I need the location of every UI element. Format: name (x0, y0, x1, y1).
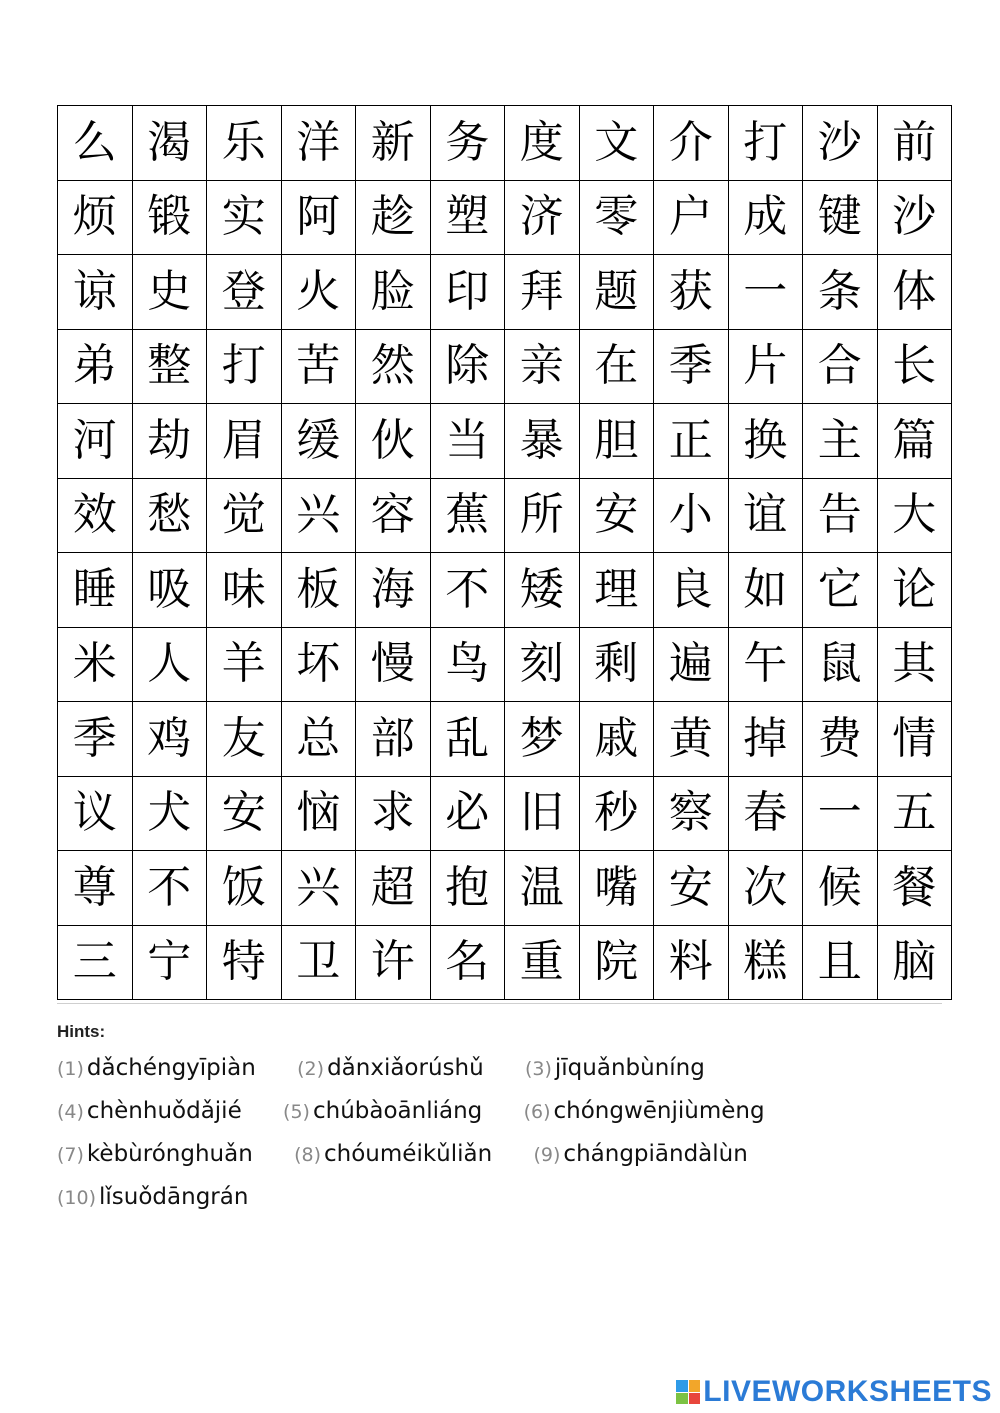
grid-cell[interactable]: 正 (654, 404, 729, 479)
grid-cell[interactable]: 新 (356, 106, 431, 181)
hints-list (57, 1047, 942, 1219)
grid-cell[interactable]: 睡 (58, 553, 133, 628)
grid-cell[interactable]: 打 (728, 106, 803, 181)
grid-cell[interactable]: 在 (579, 329, 654, 404)
hint-item (283, 1098, 482, 1124)
grid-cell[interactable]: 获 (654, 255, 729, 330)
grid-cell[interactable]: 鸡 (132, 702, 207, 777)
hint-number: (7) (57, 1144, 84, 1166)
grid-cell[interactable]: 餐 (877, 851, 952, 926)
grid-row (58, 553, 952, 628)
grid-cell[interactable]: 抱 (430, 851, 505, 926)
grid-row (58, 478, 952, 553)
grid-cell[interactable]: 料 (654, 925, 729, 1000)
grid-cell[interactable]: 超 (356, 851, 431, 926)
hint-pinyin: jīquǎnbùníng (554, 1055, 705, 1081)
hint-number: (8) (294, 1144, 322, 1166)
grid-cell[interactable]: 安 (579, 478, 654, 553)
hint-item (57, 1141, 253, 1167)
grid-cell[interactable]: 乐 (207, 106, 282, 181)
grid-cell[interactable]: 求 (356, 776, 431, 851)
grid-cell[interactable]: 劫 (132, 404, 207, 479)
grid-row (58, 627, 952, 702)
grid-cell[interactable]: 谊 (728, 478, 803, 553)
grid-cell[interactable]: 沙 (803, 106, 878, 181)
hint-pinyin: chènhuǒdǎjié (86, 1098, 242, 1124)
grid-cell[interactable]: 阿 (281, 180, 356, 255)
grid-cell[interactable]: 恼 (281, 776, 356, 851)
grid-cell[interactable]: 海 (356, 553, 431, 628)
grid-cell[interactable]: 乱 (430, 702, 505, 777)
grid-cell[interactable]: 键 (803, 180, 878, 255)
grid-cell[interactable]: 鸟 (430, 627, 505, 702)
grid-cell[interactable]: 户 (654, 180, 729, 255)
grid-cell[interactable]: 一 (803, 776, 878, 851)
grid-cell[interactable]: 饭 (207, 851, 282, 926)
grid-cell[interactable]: 候 (803, 851, 878, 926)
grid-cell[interactable]: 脑 (877, 925, 952, 1000)
hint-number: (2) (297, 1058, 325, 1080)
grid-cell[interactable]: 许 (356, 925, 431, 1000)
grid-cell[interactable]: 三 (58, 925, 133, 1000)
grid-cell[interactable]: 矮 (505, 553, 580, 628)
grid-cell[interactable]: 脸 (356, 255, 431, 330)
grid-cell[interactable]: 零 (579, 180, 654, 255)
hint-item (524, 1098, 765, 1124)
grid-cell[interactable]: 觉 (207, 478, 282, 553)
grid-cell[interactable]: 眉 (207, 404, 282, 479)
grid-cell[interactable]: 史 (132, 255, 207, 330)
hint-number: (6) (523, 1101, 551, 1123)
grid-cell[interactable]: 戚 (579, 702, 654, 777)
grid-cell[interactable]: 总 (281, 702, 356, 777)
grid-cell[interactable]: 片 (728, 329, 803, 404)
grid-cell[interactable]: 登 (207, 255, 282, 330)
grid-row (58, 180, 952, 255)
grid-cell[interactable]: 渴 (132, 106, 207, 181)
hint-pinyin: kèbùrónghuǎn (86, 1141, 253, 1167)
grid-cell[interactable]: 么 (58, 106, 133, 181)
grid-cell[interactable]: 烦 (58, 180, 133, 255)
grid-cell[interactable]: 谅 (58, 255, 133, 330)
grid-cell[interactable]: 火 (281, 255, 356, 330)
hint-pinyin: dǎnxiǎorúshǔ (327, 1055, 484, 1081)
grid-cell[interactable]: 旧 (505, 776, 580, 851)
grid-cell[interactable]: 重 (505, 925, 580, 1000)
grid-cell[interactable]: 掉 (728, 702, 803, 777)
grid-cell[interactable]: 季 (654, 329, 729, 404)
grid-cell[interactable]: 趁 (356, 180, 431, 255)
grid-cell[interactable]: 友 (207, 702, 282, 777)
hint-item (57, 1055, 256, 1081)
grid-cell[interactable]: 剩 (579, 627, 654, 702)
grid-cell[interactable]: 换 (728, 404, 803, 479)
grid-cell[interactable]: 特 (207, 925, 282, 1000)
hint-pinyin: dǎchéngyīpiàn (86, 1055, 256, 1081)
grid-cell[interactable]: 羊 (207, 627, 282, 702)
grid-cell[interactable]: 条 (803, 255, 878, 330)
grid-cell[interactable]: 锻 (132, 180, 207, 255)
hints-title: Hints: (57, 1022, 106, 1041)
grid-row (58, 329, 952, 404)
hint-number: (9) (533, 1144, 561, 1166)
grid-cell[interactable]: 主 (803, 404, 878, 479)
grid-row (58, 404, 952, 479)
grid-cell[interactable]: 次 (728, 851, 803, 926)
grid-cell[interactable]: 介 (654, 106, 729, 181)
logo-mark-icon (676, 1380, 700, 1404)
hint-item (525, 1055, 705, 1081)
grid-cell[interactable]: 容 (356, 478, 431, 553)
grid-cell[interactable]: 拜 (505, 255, 580, 330)
grid-cell[interactable]: 尊 (58, 851, 133, 926)
grid-cell[interactable]: 一 (728, 255, 803, 330)
grid-cell[interactable]: 缓 (281, 404, 356, 479)
liveworksheets-logo (676, 1375, 992, 1409)
grid-cell[interactable]: 嘴 (579, 851, 654, 926)
grid-cell[interactable]: 卫 (281, 925, 356, 1000)
hint-pinyin: chóuméikǔliǎn (324, 1141, 493, 1167)
grid-cell[interactable]: 宁 (132, 925, 207, 1000)
grid-cell[interactable]: 度 (505, 106, 580, 181)
hint-item (57, 1098, 242, 1124)
grid-cell[interactable]: 效 (58, 478, 133, 553)
grid-cell[interactable]: 弟 (58, 329, 133, 404)
grid-cell[interactable]: 季 (58, 702, 133, 777)
grid-cell[interactable]: 它 (803, 553, 878, 628)
grid-row (58, 851, 952, 926)
grid-cell[interactable]: 实 (207, 180, 282, 255)
grid-cell[interactable]: 河 (58, 404, 133, 479)
grid-cell[interactable]: 良 (654, 553, 729, 628)
grid-cell[interactable]: 打 (207, 329, 282, 404)
logo-text: LIVEWORKSHEETS (703, 1375, 992, 1408)
grid-cell[interactable]: 小 (654, 478, 729, 553)
grid-cell[interactable]: 暴 (505, 404, 580, 479)
grid-cell[interactable]: 不 (132, 851, 207, 926)
grid-cell[interactable]: 春 (728, 776, 803, 851)
hint-pinyin: chóngwēnjiùmèng (553, 1098, 765, 1124)
divider (57, 1003, 942, 1004)
grid-cell[interactable]: 长 (877, 329, 952, 404)
grid-cell[interactable]: 印 (430, 255, 505, 330)
grid-row (58, 106, 952, 181)
grid-row (58, 776, 952, 851)
grid-cell[interactable]: 米 (58, 627, 133, 702)
hint-number: (3) (524, 1058, 552, 1080)
grid-cell[interactable]: 察 (654, 776, 729, 851)
grid-cell[interactable]: 大 (877, 478, 952, 553)
grid-cell[interactable]: 济 (505, 180, 580, 255)
grid-cell[interactable]: 洋 (281, 106, 356, 181)
grid-cell[interactable]: 刻 (505, 627, 580, 702)
grid-cell[interactable]: 合 (803, 329, 878, 404)
hint-number: (1) (57, 1058, 84, 1080)
grid-cell[interactable]: 成 (728, 180, 803, 255)
grid-cell[interactable]: 除 (430, 329, 505, 404)
grid-cell[interactable]: 安 (654, 851, 729, 926)
grid-row (58, 925, 952, 1000)
grid-row (58, 255, 952, 330)
grid-cell[interactable]: 黄 (654, 702, 729, 777)
grid-cell[interactable]: 兴 (281, 478, 356, 553)
grid-cell[interactable]: 兴 (281, 851, 356, 926)
grid-cell[interactable]: 糕 (728, 925, 803, 1000)
grid-cell[interactable]: 坏 (281, 627, 356, 702)
hint-item (534, 1141, 748, 1167)
grid-cell[interactable]: 愁 (132, 478, 207, 553)
hint-number: (4) (57, 1101, 84, 1123)
grid-cell[interactable]: 题 (579, 255, 654, 330)
grid-cell[interactable]: 五 (877, 776, 952, 851)
grid-cell[interactable]: 所 (505, 478, 580, 553)
grid-cell[interactable]: 且 (803, 925, 878, 1000)
grid-cell[interactable]: 温 (505, 851, 580, 926)
hint-number: (5) (283, 1101, 310, 1123)
grid-cell[interactable]: 文 (579, 106, 654, 181)
grid-cell[interactable]: 遍 (654, 627, 729, 702)
grid-cell[interactable]: 味 (207, 553, 282, 628)
hint-item (57, 1184, 248, 1210)
hint-pinyin: lǐsuǒdāngrán (99, 1184, 249, 1210)
grid-cell[interactable]: 吸 (132, 553, 207, 628)
hint-pinyin: chúbàoānliáng (312, 1098, 483, 1124)
grid-row (58, 702, 952, 777)
grid-cell[interactable]: 论 (877, 553, 952, 628)
grid-cell[interactable]: 部 (356, 702, 431, 777)
grid-cell[interactable]: 亲 (505, 329, 580, 404)
hint-item (297, 1055, 484, 1081)
grid-cell[interactable]: 如 (728, 553, 803, 628)
grid-cell[interactable]: 前 (877, 106, 952, 181)
grid-cell[interactable]: 整 (132, 329, 207, 404)
grid-cell[interactable]: 议 (58, 776, 133, 851)
grid-cell[interactable]: 午 (728, 627, 803, 702)
grid-cell[interactable]: 必 (430, 776, 505, 851)
grid-cell[interactable]: 情 (877, 702, 952, 777)
grid-cell[interactable]: 费 (803, 702, 878, 777)
grid-cell[interactable]: 犬 (132, 776, 207, 851)
grid-cell[interactable]: 梦 (505, 702, 580, 777)
grid-cell[interactable]: 塑 (430, 180, 505, 255)
grid-cell[interactable]: 告 (803, 478, 878, 553)
grid-cell[interactable]: 务 (430, 106, 505, 181)
grid-cell[interactable]: 鼠 (803, 627, 878, 702)
hint-item (294, 1141, 492, 1167)
grid-cell[interactable]: 当 (430, 404, 505, 479)
grid-cell[interactable]: 院 (579, 925, 654, 1000)
grid-cell[interactable]: 伙 (356, 404, 431, 479)
grid-cell[interactable]: 然 (356, 329, 431, 404)
grid-cell[interactable]: 体 (877, 255, 952, 330)
grid-cell[interactable]: 蕉 (430, 478, 505, 553)
word-search-grid (57, 105, 952, 1000)
grid-cell[interactable]: 理 (579, 553, 654, 628)
grid-cell[interactable]: 秒 (579, 776, 654, 851)
hint-number: (10) (57, 1187, 97, 1209)
grid-cell[interactable]: 苦 (281, 329, 356, 404)
grid-cell[interactable]: 人 (132, 627, 207, 702)
grid-cell[interactable]: 安 (207, 776, 282, 851)
grid-cell[interactable]: 板 (281, 553, 356, 628)
grid-cell[interactable]: 胆 (579, 404, 654, 479)
grid-cell[interactable]: 篇 (877, 404, 952, 479)
hint-pinyin: chángpiāndàlùn (563, 1141, 748, 1167)
grid-cell[interactable]: 沙 (877, 180, 952, 255)
grid-cell[interactable]: 慢 (356, 627, 431, 702)
grid-cell[interactable]: 不 (430, 553, 505, 628)
grid-cell[interactable]: 名 (430, 925, 505, 1000)
grid-cell[interactable]: 其 (877, 627, 952, 702)
